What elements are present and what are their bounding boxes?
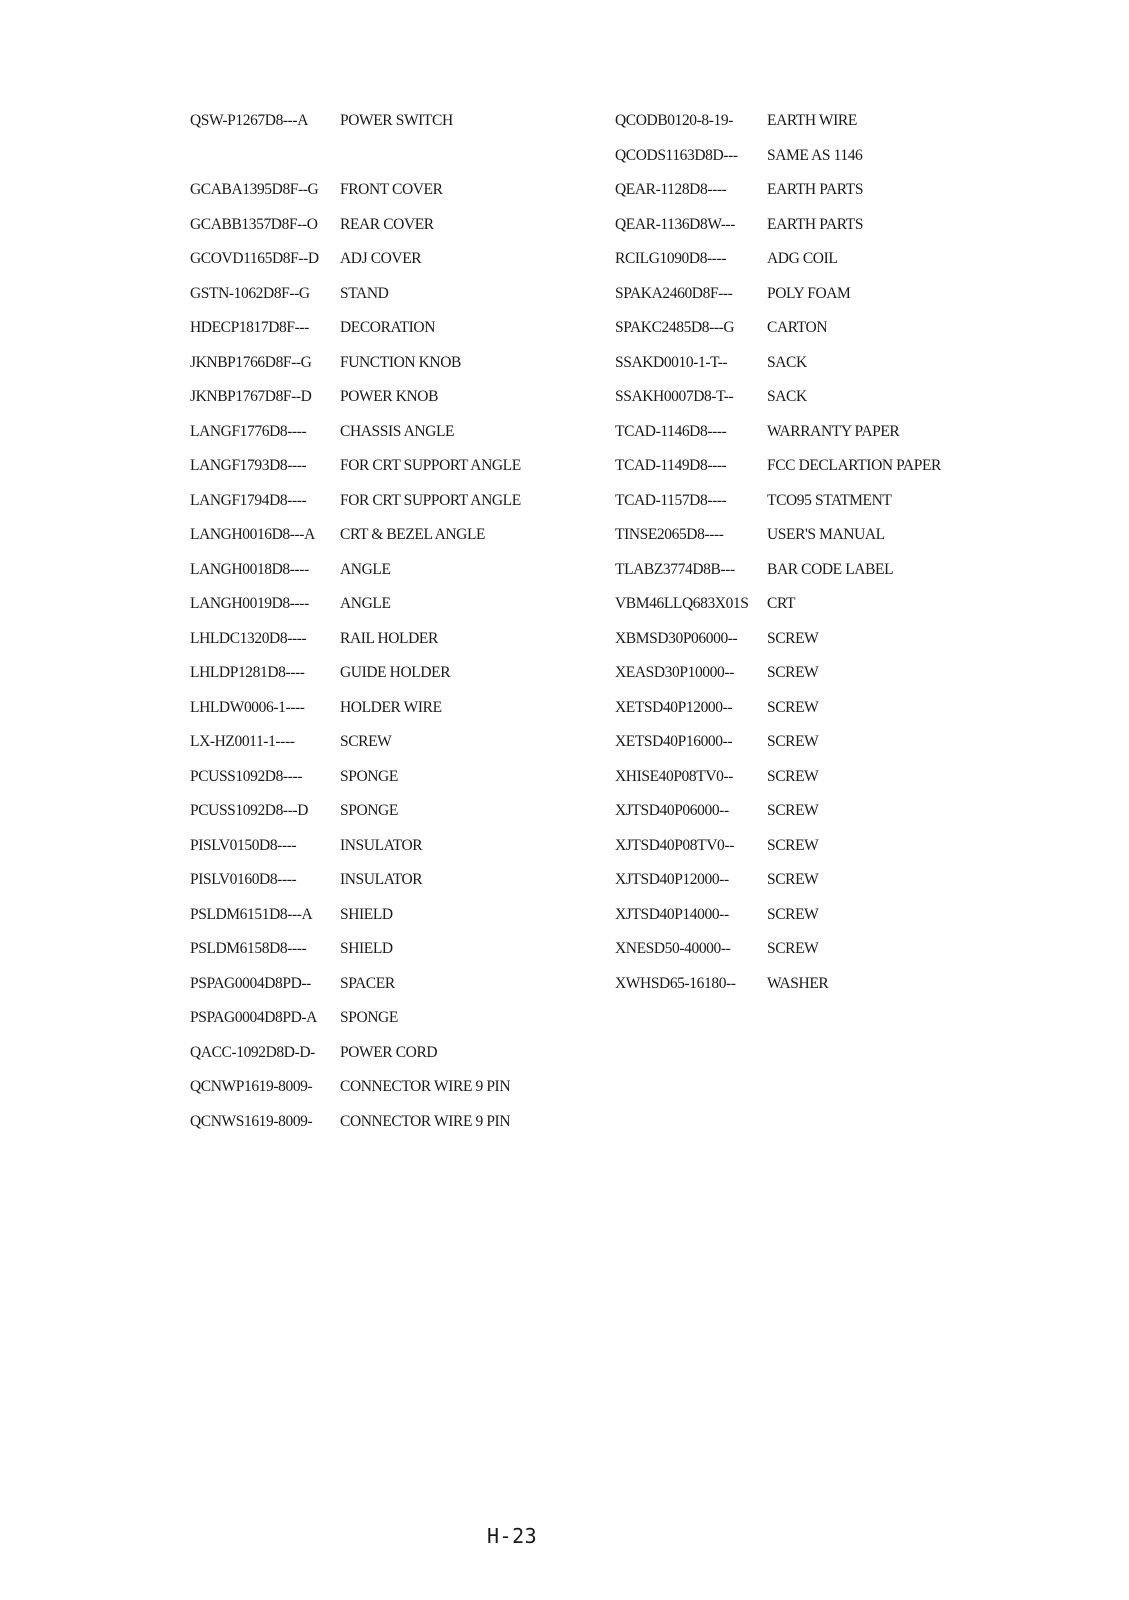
part-code: HDECP1817D8F--- bbox=[190, 319, 309, 337]
part-code: QCNWS1619-8009- bbox=[190, 1112, 313, 1130]
part-description: TCO95 STATMENT bbox=[767, 491, 892, 509]
part-description: SCREW bbox=[340, 733, 392, 751]
parts-row bbox=[190, 760, 521, 795]
part-description: SCREW bbox=[767, 664, 819, 682]
parts-row bbox=[615, 173, 941, 208]
parts-row bbox=[190, 829, 521, 864]
part-description: STAND bbox=[340, 284, 389, 302]
part-code: PSLDM6151D8---A bbox=[190, 905, 313, 923]
part-code: LANGF1794D8---- bbox=[190, 491, 307, 509]
left-parts-column bbox=[190, 104, 521, 1139]
parts-row bbox=[190, 173, 521, 208]
part-code: XEASD30P10000-- bbox=[615, 664, 734, 682]
part-code: PSPAG0004D8PD-A bbox=[190, 1009, 317, 1027]
part-code: LANGH0016D8---A bbox=[190, 526, 315, 544]
part-code: RCILG1090D8---- bbox=[615, 250, 727, 268]
parts-row bbox=[190, 484, 521, 519]
part-description: POWER KNOB bbox=[340, 388, 439, 406]
part-code: XWHSD65-16180-- bbox=[615, 974, 736, 992]
parts-row bbox=[190, 691, 521, 726]
parts-row bbox=[615, 449, 941, 484]
part-description: CHASSIS ANGLE bbox=[340, 422, 455, 440]
part-code: XJTSD40P06000-- bbox=[615, 802, 729, 820]
part-code: XJTSD40P08TV0-- bbox=[615, 836, 734, 854]
part-code: XJTSD40P12000-- bbox=[615, 871, 729, 889]
part-description: SHIELD bbox=[340, 940, 393, 958]
parts-row bbox=[615, 760, 941, 795]
parts-row bbox=[190, 863, 521, 898]
part-description: CRT & BEZEL ANGLE bbox=[340, 526, 486, 544]
part-code: PISLV0160D8---- bbox=[190, 871, 297, 889]
part-description: ADJ COVER bbox=[340, 250, 422, 268]
parts-row bbox=[615, 587, 941, 622]
part-description: SCREW bbox=[767, 871, 819, 889]
part-code: JKNBP1767D8F--D bbox=[190, 388, 312, 406]
part-description: SAME AS 1146 bbox=[767, 146, 863, 164]
part-code: XHISE40P08TV0-- bbox=[615, 767, 733, 785]
part-description: FOR CRT SUPPORT ANGLE bbox=[340, 491, 521, 509]
parts-row bbox=[615, 725, 941, 760]
parts-row bbox=[615, 622, 941, 657]
part-description: CONNECTOR WIRE 9 PIN bbox=[340, 1112, 511, 1130]
parts-row bbox=[190, 622, 521, 657]
part-description: FOR CRT SUPPORT ANGLE bbox=[340, 457, 521, 475]
part-code: LHLDP1281D8---- bbox=[190, 664, 305, 682]
part-code: XBMSD30P06000-- bbox=[615, 629, 738, 647]
part-description: HOLDER WIRE bbox=[340, 698, 442, 716]
part-description: FCC DECLARTION PAPER bbox=[767, 457, 941, 475]
parts-row bbox=[615, 691, 941, 726]
part-description: SCREW bbox=[767, 940, 819, 958]
part-description: RAIL HOLDER bbox=[340, 629, 438, 647]
part-description: EARTH PARTS bbox=[767, 215, 864, 233]
part-code: SPAKA2460D8F--- bbox=[615, 284, 733, 302]
part-description: SCREW bbox=[767, 629, 819, 647]
parts-row bbox=[190, 311, 521, 346]
part-description: CONNECTOR WIRE 9 PIN bbox=[340, 1078, 511, 1096]
parts-row bbox=[615, 794, 941, 829]
part-code: QEAR-1136D8W--- bbox=[615, 215, 735, 233]
part-code: QCODS1163D8D--- bbox=[615, 146, 738, 164]
parts-row bbox=[190, 1070, 521, 1105]
part-description: POWER CORD bbox=[340, 1043, 438, 1061]
parts-row bbox=[190, 967, 521, 1002]
parts-row bbox=[615, 104, 941, 139]
part-code: LANGF1776D8---- bbox=[190, 422, 307, 440]
parts-row bbox=[190, 794, 521, 829]
part-code: TCAD-1146D8---- bbox=[615, 422, 727, 440]
parts-row bbox=[615, 553, 941, 588]
part-description: CARTON bbox=[767, 319, 828, 337]
part-code: QCODB0120-8-19- bbox=[615, 112, 733, 130]
part-code: TCAD-1149D8---- bbox=[615, 457, 727, 475]
parts-row bbox=[190, 380, 521, 415]
part-code: PCUSS1092D8---D bbox=[190, 802, 309, 820]
part-description: USER'S MANUAL bbox=[767, 526, 885, 544]
part-description: BAR CODE LABEL bbox=[767, 560, 894, 578]
parts-row bbox=[190, 898, 521, 933]
part-code: PISLV0150D8---- bbox=[190, 836, 297, 854]
part-description: REAR COVER bbox=[340, 215, 434, 233]
part-description: DECORATION bbox=[340, 319, 436, 337]
page-number: H-23 bbox=[487, 1524, 538, 1548]
parts-row bbox=[190, 656, 521, 691]
parts-row bbox=[615, 932, 941, 967]
part-code: TINSE2065D8---- bbox=[615, 526, 724, 544]
part-code: TLABZ3774D8B--- bbox=[615, 560, 735, 578]
parts-row bbox=[615, 208, 941, 243]
parts-row bbox=[190, 346, 521, 381]
part-code: LHLDW0006-1---- bbox=[190, 698, 305, 716]
part-description: FUNCTION KNOB bbox=[340, 353, 461, 371]
parts-row bbox=[615, 518, 941, 553]
part-code: SPAKC2485D8---G bbox=[615, 319, 735, 337]
part-code: LANGF1793D8---- bbox=[190, 457, 307, 475]
part-code: SSAKH0007D8-T-- bbox=[615, 388, 734, 406]
parts-row bbox=[190, 277, 521, 312]
part-description: POLY FOAM bbox=[767, 284, 851, 302]
part-description: WARRANTY PAPER bbox=[767, 422, 900, 440]
part-code: PSPAG0004D8PD-- bbox=[190, 974, 311, 992]
parts-row bbox=[190, 104, 521, 139]
parts-row bbox=[190, 415, 521, 450]
parts-row bbox=[615, 829, 941, 864]
part-code: QSW-P1267D8---A bbox=[190, 112, 308, 130]
part-description: SCREW bbox=[767, 802, 819, 820]
parts-row bbox=[615, 898, 941, 933]
right-parts-column bbox=[615, 104, 941, 1001]
part-description: SCREW bbox=[767, 905, 819, 923]
part-description: SCREW bbox=[767, 836, 819, 854]
part-code: QACC-1092D8D-D- bbox=[190, 1043, 315, 1061]
part-code: QEAR-1128D8---- bbox=[615, 181, 727, 199]
part-code: XETSD40P12000-- bbox=[615, 698, 733, 716]
part-code: TCAD-1157D8---- bbox=[615, 491, 727, 509]
part-code: PSLDM6158D8---- bbox=[190, 940, 307, 958]
part-code: QCNWP1619-8009- bbox=[190, 1078, 313, 1096]
parts-row bbox=[615, 656, 941, 691]
part-description: EARTH WIRE bbox=[767, 112, 857, 130]
part-description: WASHER bbox=[767, 974, 829, 992]
part-description: SACK bbox=[767, 388, 807, 406]
part-description: ADG COIL bbox=[767, 250, 838, 268]
parts-row bbox=[190, 1036, 521, 1071]
part-description: EARTH PARTS bbox=[767, 181, 864, 199]
part-description: SHIELD bbox=[340, 905, 393, 923]
part-description: SCREW bbox=[767, 733, 819, 751]
part-code: SSAKD0010-1-T-- bbox=[615, 353, 728, 371]
parts-row bbox=[190, 1105, 521, 1140]
part-description: ANGLE bbox=[340, 595, 391, 613]
part-description: GUIDE HOLDER bbox=[340, 664, 451, 682]
part-description: SPONGE bbox=[340, 802, 398, 820]
parts-row bbox=[615, 139, 941, 174]
parts-row bbox=[615, 346, 941, 381]
part-code: LHLDC1320D8---- bbox=[190, 629, 307, 647]
parts-row bbox=[615, 380, 941, 415]
parts-row bbox=[190, 1001, 521, 1036]
part-code: LX-HZ0011-1---- bbox=[190, 733, 295, 751]
parts-row bbox=[190, 553, 521, 588]
parts-row bbox=[190, 518, 521, 553]
part-code: VBM46LLQ683X01S bbox=[615, 595, 749, 613]
part-description: SACK bbox=[767, 353, 807, 371]
parts-row bbox=[190, 208, 521, 243]
part-code: GCOVD1165D8F--D bbox=[190, 250, 319, 268]
parts-row bbox=[190, 449, 521, 484]
parts-row bbox=[615, 484, 941, 519]
part-description: SPONGE bbox=[340, 767, 398, 785]
parts-row bbox=[615, 242, 941, 277]
part-code: LANGH0019D8---- bbox=[190, 595, 309, 613]
part-code: GCABA1395D8F--G bbox=[190, 181, 319, 199]
part-description: ANGLE bbox=[340, 560, 391, 578]
part-code: XETSD40P16000-- bbox=[615, 733, 733, 751]
part-code: PCUSS1092D8---- bbox=[190, 767, 302, 785]
part-description: SPONGE bbox=[340, 1009, 398, 1027]
part-code: LANGH0018D8---- bbox=[190, 560, 309, 578]
part-description: SPACER bbox=[340, 974, 395, 992]
parts-row bbox=[190, 725, 521, 760]
part-description: POWER SWITCH bbox=[340, 112, 453, 130]
part-description: SCREW bbox=[767, 767, 819, 785]
part-description: SCREW bbox=[767, 698, 819, 716]
part-description: FRONT COVER bbox=[340, 181, 443, 199]
parts-row bbox=[615, 967, 941, 1002]
parts-row bbox=[190, 139, 521, 174]
part-description: CRT bbox=[767, 595, 796, 613]
part-code: XJTSD40P14000-- bbox=[615, 905, 729, 923]
part-description: INSULATOR bbox=[340, 836, 423, 854]
parts-row bbox=[615, 415, 941, 450]
parts-row bbox=[190, 587, 521, 622]
part-code: XNESD50-40000-- bbox=[615, 940, 731, 958]
part-description: INSULATOR bbox=[340, 871, 423, 889]
parts-row bbox=[615, 277, 941, 312]
parts-row bbox=[615, 863, 941, 898]
parts-row bbox=[190, 932, 521, 967]
part-code: GCABB1357D8F--O bbox=[190, 215, 318, 233]
parts-row bbox=[615, 311, 941, 346]
part-code: GSTN-1062D8F--G bbox=[190, 284, 310, 302]
part-code: JKNBP1766D8F--G bbox=[190, 353, 312, 371]
parts-row bbox=[190, 242, 521, 277]
